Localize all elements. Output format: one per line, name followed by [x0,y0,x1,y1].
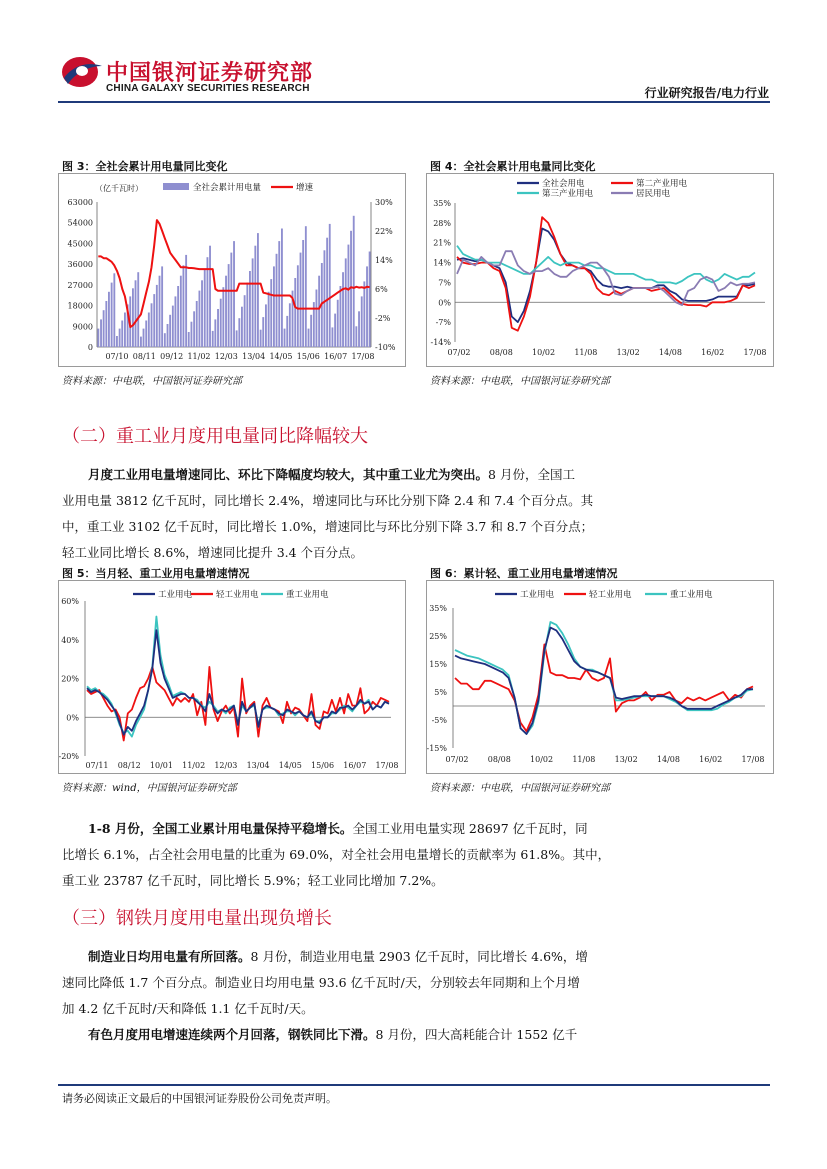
fig3-bar [151,303,153,347]
fig3-bar [334,314,336,347]
paragraph-2-text: 全国工业用电量实现 28697 亿千瓦时，同 [352,821,588,836]
footer-disclaimer: 请务必阅读正文最后的中国银河证券股份公司免责声明。 [62,1092,337,1105]
fig3-bar [124,313,126,348]
footer-rule [58,1084,770,1086]
fig4-y-tick-0: 35% [433,199,451,208]
fig3-bar [233,241,235,347]
fig5-legend-label-0: 工业用电 [158,590,193,600]
fig3-bar [148,313,150,348]
fig3-bar [300,253,302,347]
fig4-y-tick-3: 14% [433,258,451,268]
fig3-bar [342,272,344,347]
fig3-bar [119,329,121,347]
fig3-bar [297,265,299,347]
fig3-bar [97,329,99,347]
fig3-bar [265,304,267,347]
fig3-bar [201,280,203,347]
fig3-bar [212,331,214,347]
fig3-bar [230,253,232,347]
fig5-x-tick-0: 07/11 [85,761,109,770]
fig3-bar [318,276,320,347]
paragraph-2-line-2: 比增长 6.1%，占全社会用电量的比重为 69.0%，对全社会用电量增长的贡献率为 61.8%。其中， [62,847,611,862]
fig5-source: 资料来源：wind，中国银河证券研究部 [62,783,237,794]
fig3-bar [286,316,288,347]
fig3-left-y-tick-4: 27000 [67,280,93,290]
fig3-bar [169,315,171,347]
fig4-x-tick-3: 11/08 [574,348,598,357]
fig6-x-tick-2: 10/02 [530,755,554,764]
paragraph-3-lead: 制造业日均用电量有所回落。 [88,949,251,964]
fig3-bar [116,336,118,347]
fig5-title: 图 5：当月轻、重工业用电量增速情况 [62,567,250,580]
fig5-legend-label-2: 重工业用电 [286,590,329,600]
fig3-bar [137,272,139,347]
fig3-left-y-tick-5: 18000 [67,301,93,311]
fig3-bar [345,258,347,347]
fig3-bar [183,265,185,347]
fig3-x-tick-1: 08/11 [132,352,156,361]
fig3-left-y-tick-1: 54000 [67,218,93,228]
fig3-x-tick-2: 09/12 [160,352,184,361]
fig3-right-y-tick-4: -2% [375,314,391,323]
fig6-x-tick-6: 16/02 [699,755,723,764]
fig3-bar [209,246,211,347]
fig6-chart [426,580,774,774]
fig3-bar [103,310,105,347]
fig5-x-tick-7: 15/06 [311,761,335,770]
fig5-x-tick-8: 16/07 [343,761,367,770]
fig4-y-tick-4: 7% [438,278,451,288]
fig3-bar [252,258,254,347]
fig3-bar [249,271,251,347]
fig3-bar [222,287,224,347]
paragraph-4-line-1 [62,1022,772,1048]
fig3-bar [363,281,365,347]
fig5-x-tick-1: 08/12 [117,761,141,770]
fig3-x-tick-3: 11/02 [187,352,211,361]
fig6-x-tick-5: 14/08 [656,755,680,764]
fig3-bar [185,255,187,347]
fig4-y-tick-6: -7% [435,318,451,328]
fig3-bar [140,337,142,347]
fig3-bar [329,224,331,347]
fig6-x-tick-0: 07/02 [445,755,469,764]
fig3-bar [276,254,278,347]
fig4-source: 资料来源：中电联，中国银河证券研究部 [430,376,610,387]
fig5-line-2 [87,617,389,737]
fig6-legend-label-0: 工业用电 [520,590,555,600]
fig3-bar [324,250,326,347]
fig3-bar [161,266,163,347]
fig6-y-tick-2: 15% [429,660,447,669]
fig5-x-tick-5: 13/04 [246,761,270,770]
paragraph-2 [62,816,772,894]
fig3-bar [225,276,227,347]
fig3-bar [278,241,280,347]
paragraph-4-lead: 有色月度用电增速连续两个月回落，钢铁同比下滑。 [88,1027,376,1042]
fig4-svg [427,174,773,366]
fig3-bar [361,296,363,347]
fig3-svg [59,174,405,366]
fig3-bar [228,264,230,347]
fig3-title: 图 3：全社会累计用电量同比变化 [62,160,228,173]
fig4-x-tick-6: 16/02 [701,348,725,357]
fig3-chart [58,173,406,367]
fig3-right-y-tick-3: 6% [375,285,388,294]
fig3-bar [100,319,102,347]
fig3-bar [172,306,174,347]
fig3-bar [167,324,169,347]
fig6-line-0 [455,628,753,734]
fig5-chart [58,580,406,774]
fig3-unit-label: （亿千瓦时） [95,184,143,193]
logo-mark [60,54,104,90]
fig4-y-tick-5: 0% [438,298,451,308]
fig3-legend-swatch-0 [163,183,189,190]
paragraph-2-line-1 [62,816,772,842]
fig3-x-tick-0: 07/10 [105,352,129,361]
paragraph-2-line-3: 重工业 23787 亿千瓦时，同比增长 5.9%；轻工业同比增加 7.2%。 [62,873,444,888]
fig3-x-tick-5: 13/04 [242,352,266,361]
fig4-y-tick-1: 28% [433,218,451,228]
fig3-bar [214,319,216,347]
fig3-left-y-tick-0: 63000 [67,198,93,207]
fig3-bar [196,301,198,347]
paragraph-3-text: 8 月份，制造业用电量 2903 亿千瓦时，同比增长 4.6%，增 [250,949,588,964]
fig6-x-tick-1: 08/08 [487,755,511,764]
fig3-bar [337,300,339,347]
logo-english-name: CHINA GALAXY SECURITIES RESEARCH [106,83,310,94]
fig3-bar [355,326,357,347]
fig3-bar [244,295,246,347]
fig6-x-tick-3: 11/08 [572,755,596,764]
fig3-bar [302,240,304,347]
fig3-bar [294,278,296,347]
paragraph-4 [62,1022,772,1048]
fig3-bar [217,309,219,347]
fig3-bar [180,276,182,347]
fig6-source: 资料来源：中电联，中国银河证券研究部 [430,783,610,794]
fig5-x-tick-4: 12/03 [214,761,238,770]
fig3-legend-label-0: 全社会累计用电量 [193,183,262,193]
paragraph-3 [62,944,772,1022]
paragraph-1-line-2: 业用电量 3812 亿千瓦时，同比增长 2.4%，增速同比与环比分别下降 2.4 和 7.4 个百分点。其 [62,493,594,508]
fig4-x-tick-5: 14/08 [658,348,682,357]
fig3-bar [332,327,334,347]
fig3-bar [153,294,155,347]
fig3-bar [273,266,275,347]
fig3-right-y-tick-5: -10% [375,343,396,352]
paragraph-4-text: 8 月份，四大高耗能合计 1552 亿千 [375,1027,578,1042]
fig3-bar [111,283,113,347]
fig4-legend-label-0: 全社会用电 [542,179,585,189]
fig5-x-tick-9: 17/08 [375,761,399,770]
fig6-legend-label-1: 轻工业用电 [589,590,632,600]
paragraph-2-lead: 1-8 月份，全国工业累计用电量保持平稳增长。 [88,821,353,836]
fig3-bar [369,252,371,348]
fig3-bar [284,329,286,347]
fig3-left-y-tick-2: 45000 [67,239,93,249]
fig6-y-tick-5: -15% [427,744,447,753]
fig3-bar [191,322,193,347]
fig3-bar [156,285,158,347]
fig3-x-tick-7: 15/06 [296,352,320,361]
section-heading-3: （三）钢铁月度用电量出现负增长 [62,908,332,929]
fig3-bar [268,292,270,347]
fig3-source: 资料来源：中电联，中国银河证券研究部 [62,376,242,387]
fig5-legend-label-1: 轻工业用电 [216,590,259,600]
fig3-bar [159,276,161,347]
fig6-x-tick-4: 13/02 [614,755,638,764]
fig3-bar [358,311,360,347]
fig3-right-y-tick-2: 14% [375,256,393,265]
fig5-y-tick-1: 40% [61,635,79,645]
fig3-bar [262,317,264,347]
fig3-bar [246,283,248,347]
fig6-line-1 [455,644,753,731]
fig4-x-tick-0: 07/02 [447,348,471,357]
fig4-legend-label-3: 居民用电 [636,189,671,199]
fig6-y-tick-4: -5% [431,716,447,725]
fig3-bar [113,273,115,347]
fig3-bar [348,245,350,347]
fig6-title: 图 6：累计轻、重工业用电量增速情况 [430,567,618,580]
fig3-x-tick-6: 14/05 [269,352,293,361]
fig3-left-y-tick-3: 36000 [67,260,93,270]
header-rule [58,101,770,103]
logo-chinese-name: 中国银河证券研究部 [106,61,314,86]
fig4-legend-label-2: 第三产业用电 [542,189,594,199]
fig3-bar [326,238,328,347]
fig3-x-tick-4: 12/03 [214,352,238,361]
fig3-bar [353,216,355,347]
fig5-svg [59,581,405,773]
fig6-y-tick-1: 25% [429,632,447,641]
fig4-x-tick-1: 08/08 [489,348,513,357]
fig4-x-tick-4: 13/02 [616,348,640,357]
fig3-bar [164,333,166,347]
fig3-bar [305,226,307,347]
fig3-bar [193,311,195,347]
fig3-left-y-tick-7: 0 [87,343,93,352]
paragraph-1-text: 8 月份，全国工 [488,467,575,482]
galaxy-logo-icon [60,54,104,90]
paragraph-3-line-1 [62,944,772,970]
fig5-x-tick-3: 11/02 [182,761,206,770]
fig4-x-tick-2: 10/02 [532,348,556,357]
fig5-line-0 [87,630,389,735]
paragraph-1-line-1 [62,462,772,488]
fig3-x-tick-8: 16/07 [324,352,348,361]
fig3-right-y-tick-1: 22% [375,227,393,236]
fig3-bar [143,329,145,347]
fig3-bar [289,303,291,347]
fig3-left-y-tick-6: 9000 [72,322,93,332]
fig3-bar [108,292,110,347]
fig3-bar [105,301,107,347]
paragraph-1-line-3: 中，重工业 3102 亿千瓦时，同比增长 1.0%，增速同比与环比分别下降 3.7 和 8.7 个百分点； [62,519,594,534]
fig3-bar [132,288,134,347]
fig4-y-tick-7: -14% [430,338,451,347]
fig4-legend-label-1: 第二产业用电 [636,179,688,189]
section-heading-2: （二）重工业月度用电量同比降幅较大 [62,426,368,447]
paragraph-3-line-3: 加 4.2 亿千瓦时/天和降低 1.1 亿千瓦时/天。 [62,1001,314,1016]
fig3-x-tick-9: 17/08 [351,352,375,361]
fig3-bar [238,318,240,347]
fig3-bar [340,286,342,347]
fig3-bar [241,307,243,347]
fig3-bar [260,330,262,347]
fig3-bar [257,233,259,347]
fig3-bar [175,296,177,347]
fig5-y-tick-2: 20% [61,674,79,684]
fig3-bar [204,269,206,347]
fig5-x-tick-6: 14/05 [278,761,302,770]
report-type: 行业研究报告/电力行业 [644,86,769,100]
fig4-y-tick-2: 21% [433,238,451,248]
paragraph-1 [62,462,772,566]
fig3-bar [236,330,238,347]
fig3-bar [270,279,272,347]
fig3-bar [220,299,222,347]
fig5-x-tick-2: 10/01 [149,761,173,770]
fig3-bar [177,286,179,347]
fig3-bar [308,329,310,347]
paragraph-1-lead: 月度工业用电量增速同比、环比下降幅度均较大，其中重工业尤为突出。 [88,467,489,482]
fig3-bar [366,266,368,347]
fig4-x-tick-7: 17/08 [743,348,767,357]
fig3-right-y-tick-0: 30% [375,198,393,207]
fig3-bar [188,332,190,347]
paragraph-3-line-2: 速同比降低 1.7 个百分点。制造业日均用电量 93.6 亿千瓦时/天，分别较去年同期和上个月增 [62,975,580,990]
fig6-x-tick-7: 17/08 [741,755,765,764]
fig3-bar [281,229,283,348]
fig3-bar [121,321,123,348]
fig3-bar [316,290,318,348]
fig3-bar [254,246,256,347]
fig3-bar [135,280,137,347]
fig3-legend-label-1: 增速 [296,183,314,193]
fig5-y-tick-0: 60% [61,597,79,606]
fig4-title: 图 4：全社会累计用电量同比变化 [430,160,596,173]
fig3-bar [145,321,147,348]
paragraph-1-line-4: 轻工业同比增长 8.6%，增速同比提升 3.4 个百分点。 [62,545,364,560]
fig3-bar [199,291,201,347]
fig6-legend-label-2: 重工业用电 [670,590,713,600]
fig3-bar [310,315,312,347]
fig6-svg [427,581,773,773]
fig6-y-tick-0: 35% [429,604,447,613]
fig5-y-tick-3: 0% [66,713,79,723]
fig6-y-tick-3: 5% [434,688,447,697]
fig4-chart [426,173,774,367]
fig3-bar [207,257,209,347]
fig5-y-tick-4: -20% [59,752,79,761]
